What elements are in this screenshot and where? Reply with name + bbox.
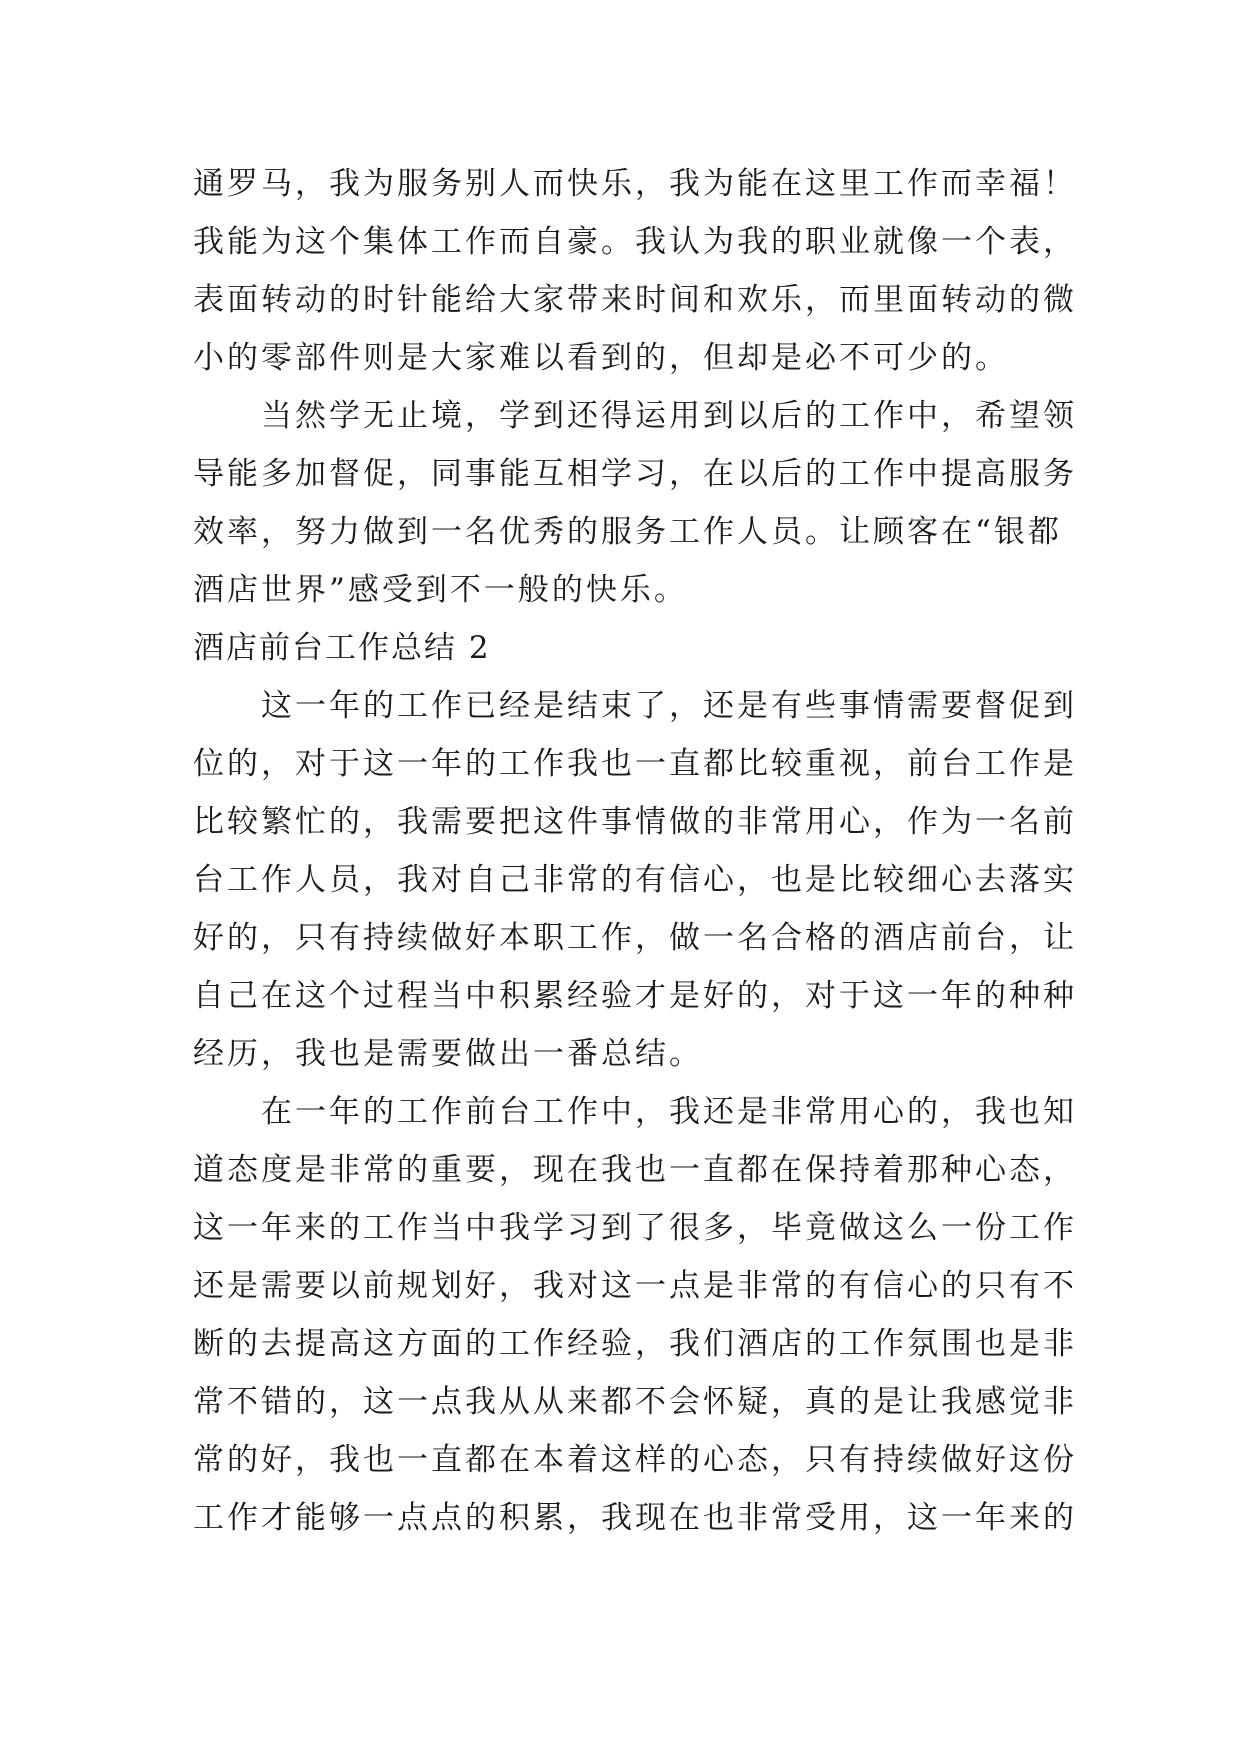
- paragraph-line: 这一年的工作已经是结束了，还是有些事情需要督促到: [261, 688, 1077, 724]
- section-heading: [193, 619, 1063, 677]
- section-title: 酒店前台工作总结 2: [193, 630, 491, 666]
- paragraph-line: 这一年来的工作当中我学习到了很多，毕竟做这么一份工作: [193, 1210, 1077, 1246]
- paragraph-line: 比较繁忙的，我需要把这件事情做的非常用心，作为一名前: [193, 804, 1077, 840]
- paragraph-4: [193, 1083, 1077, 1547]
- paragraph-line: 台工作人员，我对自己非常的有信心，也是比较细心去落实: [193, 862, 1077, 898]
- paragraph-line: 酒店世界”感受到不一般的快乐。: [193, 572, 688, 608]
- paragraph-line: 通罗马，我为服务别人而快乐，我为能在这里工作而幸福！: [193, 166, 1077, 202]
- paragraph-line: 常的好，我也一直都在本着这样的心态，只有持续做好这份: [193, 1442, 1077, 1478]
- paragraph-line: 位的，对于这一年的工作我也一直都比较重视，前台工作是: [193, 746, 1077, 782]
- paragraph-line: 我能为这个集体工作而自豪。我认为我的职业就像一个表，: [193, 224, 1077, 260]
- paragraph-3: [193, 677, 1077, 1083]
- paragraph-line: 导能多加督促，同事能互相学习，在以后的工作中提高服务: [193, 456, 1077, 492]
- document-body: [193, 155, 1077, 1547]
- paragraph-line: 自己在这个过程当中积累经验才是好的，对于这一年的种种: [193, 978, 1077, 1014]
- paragraph-line: 经历，我也是需要做出一番总结。: [193, 1036, 703, 1072]
- paragraph-2: [193, 387, 1077, 619]
- paragraph-line: 常不错的，这一点我从从来都不会怀疑，真的是让我感觉非: [193, 1384, 1077, 1420]
- paragraph-line: 表面转动的时针能给大家带来时间和欢乐，而里面转动的微: [193, 282, 1077, 318]
- paragraph-line: 当然学无止境，学到还得运用到以后的工作中，希望领: [261, 398, 1077, 434]
- paragraph-line: 工作才能够一点点的积累，我现在也非常受用，这一年来的: [193, 1500, 1077, 1536]
- paragraph-line: 断的去提高这方面的工作经验，我们酒店的工作氛围也是非: [193, 1326, 1077, 1362]
- paragraph-line: 效率，努力做到一名优秀的服务工作人员。让顾客在“银都: [193, 514, 1062, 550]
- paragraph-line: 好的，只有持续做好本职工作，做一名合格的酒店前台，让: [193, 920, 1077, 956]
- paragraph-line: 小的零部件则是大家难以看到的，但却是必不可少的。: [193, 340, 1009, 376]
- paragraph-line: 在一年的工作前台工作中，我还是非常用心的，我也知: [261, 1094, 1077, 1130]
- paragraph-line: 道态度是非常的重要，现在我也一直都在保持着那种心态，: [193, 1152, 1077, 1188]
- paragraph-line: 还是需要以前规划好，我对这一点是非常的有信心的只有不: [193, 1268, 1077, 1304]
- paragraph-1: [193, 155, 1077, 387]
